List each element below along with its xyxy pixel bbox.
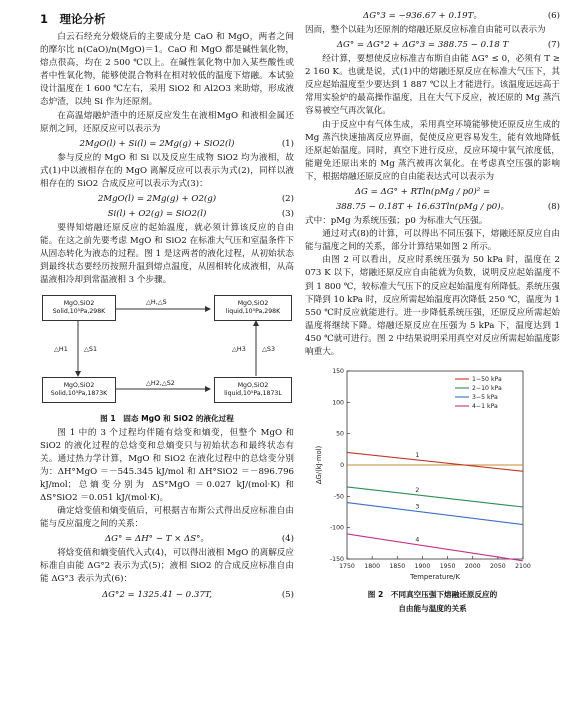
series-line-1	[347, 453, 523, 472]
legend-entry: 1−50 kPa	[472, 376, 502, 384]
equation-8-line-2: 388.75 − 0.18T + 16.63Tln(pMg / p0)。 (8)	[335, 202, 560, 213]
legend-entry: 4−1 kPa	[472, 403, 498, 411]
x-axis-label: Temperature/K	[410, 573, 460, 582]
paragraph: 图 1 中的 3 个过程均伴随有焓变和熵变，但整个 MgO 和 SiO2 的液化过程的总焓变和总熵变只与初始状态和最终状态有关。通过热力学计算，MgO 和 SiO2 在液化过程中的总焓变分别为：ΔH°MgO ＝－545.345 kJ/mol 和 ΔH°SiO2 ＝－896.796 kJ/mol；总熵变分别为 ΔS°MgO ＝0.027 kJ/(mol·K) 和 ΔS°SiO2 ＝0.051 kJ/(mol·K)。	[40, 427, 294, 503]
figure-1-caption: 图 1 固态 MgO 和 SiO2 的液化过程	[100, 413, 234, 423]
series-number-label: 3	[415, 503, 420, 511]
y-tick-label: 0	[340, 462, 344, 470]
paragraph: 由于反应中有气体生成，采用真空环境能够使还原反应生成的 Mg 蒸汽快速抽离反应界面，促使反应更容易发生，能有效地降低还原起始温度。同时，真空下进行反应，反应环境中氧气浓度低，能避免还原出来的 Mg 蒸汽被再次氧化。在考虑真空压强的影响下，根据熔融还原反应的自由能表达式可以表示为	[305, 119, 560, 182]
series-number-label: 4	[415, 536, 420, 544]
y-axis-label: ΔG/(kJ·mol)	[315, 445, 323, 485]
label-dh2-ds2: △H2,△S2	[146, 378, 175, 387]
x-tick-label: 2100	[515, 563, 531, 571]
x-tick-label: 1900	[414, 563, 431, 571]
x-tick-label: 2050	[489, 563, 506, 571]
paragraph: 在高温熔融炉渣中的还原反应发生在液相MgO 和液相金属还原剂之间，还原反应可以表示为	[40, 110, 294, 134]
label-ds3: △S3	[262, 344, 276, 353]
paragraph: 要得知熔融还原反应的起始温度，就必须计算该反应的自由能。在这之前先要考虑 MgO 和 SiO2 在标准大气压和室温条件下从固态转化为液态的过程。图 1 是这两者的液化过程，从初始状态到最终状态要经历按照升温到熔点温度，从固相转化成液相，从高温液相冷却到常温液相 3 个步骤。	[40, 223, 294, 286]
left-column	[40, 8, 294, 603]
paragraph: 因而，整个以硅为还原剂的熔融还原反应标准自由能可以表示为	[305, 25, 546, 35]
equation-7: ΔG° = ΔG°2 + ΔG°3 = 388.75 − 0.18 T (7)	[336, 40, 560, 51]
section-title: 1 理论分析	[40, 12, 106, 26]
figure-1-diagram	[40, 291, 294, 411]
y-tick-label: 50	[336, 430, 344, 438]
equation-2: 2MgO(l) = 2Mg(g) + O2(g) (2)	[97, 194, 294, 205]
state-box-liquid-1873: MgO,SiO2 liquid,10⁵Pa,1873L	[214, 377, 292, 403]
equation-4: ΔG° = ΔH° − T × ΔS°。 (4)	[104, 534, 294, 545]
y-tick-label: -100	[329, 524, 344, 532]
x-tick-label: 1850	[389, 563, 406, 571]
label-ds1: △S1	[84, 344, 98, 353]
paragraph: 将焓变值和熵变值代入式(4)，可以得出液相 MgO 的离解反应标准自由能 ΔG°2 表示为式(5)；液相 SiO2 的合成反应标准自由能 ΔG°3 表示为式(6)：	[40, 548, 294, 585]
state-box-solid-1873: MgO,SiO2 Solid,10⁵Pa,1873K	[42, 377, 116, 403]
paragraph: 由图 2 可以看出，反应时系统压强为 50 kPa 时，温度在 2 073 K 以下，熔融还原反应自由能就为负数，说明反应起始温度不到 1 800 ℃，较标准大气压下的反应起始温度有所降低。系统压强下降到 10 kPa 时，反应所需起始温度再次降低 250 ℃，温度为 1 550 ℃时反应就能进行。进一步降低系统压强，还原反应所需起始温度将继续下降。熔融还原反应在压强为 5 kPa 下，温度达到 1 450 ℃就可进行。图 2 中结果说明采用真空对反应所需起始温度影响重大。	[305, 255, 561, 357]
equation-8-line-1: ΔG = ΔG° + RTln(pMg / p0)² =	[354, 187, 491, 198]
paragraph: 白云石经充分煅烧后的主要成分是 CaO 和 MgO，两者之间的摩尔比 n(CaO)/n(MgO)＝1。CaO 和 MgO 都是碱性氧化物，熔点很高，均在 2 500 ℃以上。在碱性氧化物中加入某些酸性或者中性氧化物，能够使混合物料在相对较低的温度下熔融。本试验设计温度在 1 600 ℃左右，采用 SiO2 和 Al2O3 来助熔，形成液态炉渣，以纯 Si 作为还原剂。	[40, 32, 294, 108]
chart-svg	[305, 359, 560, 589]
state-box-solid-298: MgO,SiO2 Solid,10⁵Pa,298K	[42, 295, 116, 321]
paragraph: 参与反应的 MgO 和 Si 以及反应生成物 SiO2 均为液相，故式(1)中以液相存在的 MgO 离解反应可以表示为式(2)，同样以液相存在的 SiO2 合成反应可以表示为式(3)：	[40, 152, 294, 189]
series-number-label: 1	[415, 452, 420, 460]
legend-entry: 2−10 kPa	[472, 385, 502, 393]
right-column	[305, 8, 560, 617]
y-tick-label: -50	[333, 493, 344, 501]
state-box-liquid-298: MgO,SiO2 liquid,10⁵Pa,298K	[214, 295, 292, 321]
label-dh-ds: △H,△S	[146, 297, 167, 306]
x-tick-label: 1800	[364, 563, 381, 571]
series-line-4	[347, 534, 523, 561]
series-line-3	[347, 503, 523, 525]
series-number-label: 2	[415, 487, 420, 495]
paragraph: 经计算，要想使反应标准吉布斯自由能 ΔG° ≤ 0，必须有 T ≥ 2 160 K。也就是说，式(1)中的熔融还原反应在标准大气压下，其反应起始温度至少要达到 1 887 ℃以上才能进行。该温度远远高于常用实验炉的最高操作温度，且在大气下反应，被还原的 Mg 蒸汽容易被空气再次氧化。	[305, 54, 560, 117]
figure-2-caption-line-1: 图 2 不同真空压强下熔融还原反应的	[367, 590, 498, 600]
label-dh1: △H1	[54, 344, 68, 353]
equation-1: 2MgO(l) + Si(l) = 2Mg(g) + SiO2(l) (1)	[79, 138, 294, 149]
figure-2-chart	[305, 359, 560, 589]
y-tick-label: 100	[332, 399, 344, 407]
equation-5: ΔG°2 = 1325.41 − 0.37T, (5)	[101, 589, 294, 600]
figure-2-caption-line-2: 自由能与温度的关系	[398, 604, 467, 614]
x-tick-label: 2000	[464, 563, 481, 571]
y-tick-label: -150	[329, 556, 344, 564]
paragraph: 通过对式(8)的计算，可以得出不同压强下，熔融还原反应自由能与温度之间的关系，部分计算结果如图 2 所示。	[305, 229, 560, 253]
y-tick-label: 150	[332, 368, 344, 376]
equation-3: Si(l) + O2(g) = SiO2(l) (3)	[107, 209, 294, 220]
paragraph: 确定焓变值和熵变值后，可根据吉布斯公式得出反应标准自由能与反应温度之间的关系：	[40, 506, 294, 530]
label-dh3: △H3	[232, 344, 246, 353]
legend-entry: 3−5 kPa	[472, 394, 498, 402]
paragraph: 式中：pMg 为系统压强；p0 为标准大气压强。	[305, 216, 488, 227]
x-tick-label: 1750	[339, 563, 355, 571]
x-tick-label: 1950	[439, 563, 456, 571]
equation-6: ΔG°3 = −936.67 + 0.19T。 (6)	[363, 11, 560, 21]
series-line-2	[347, 487, 523, 507]
